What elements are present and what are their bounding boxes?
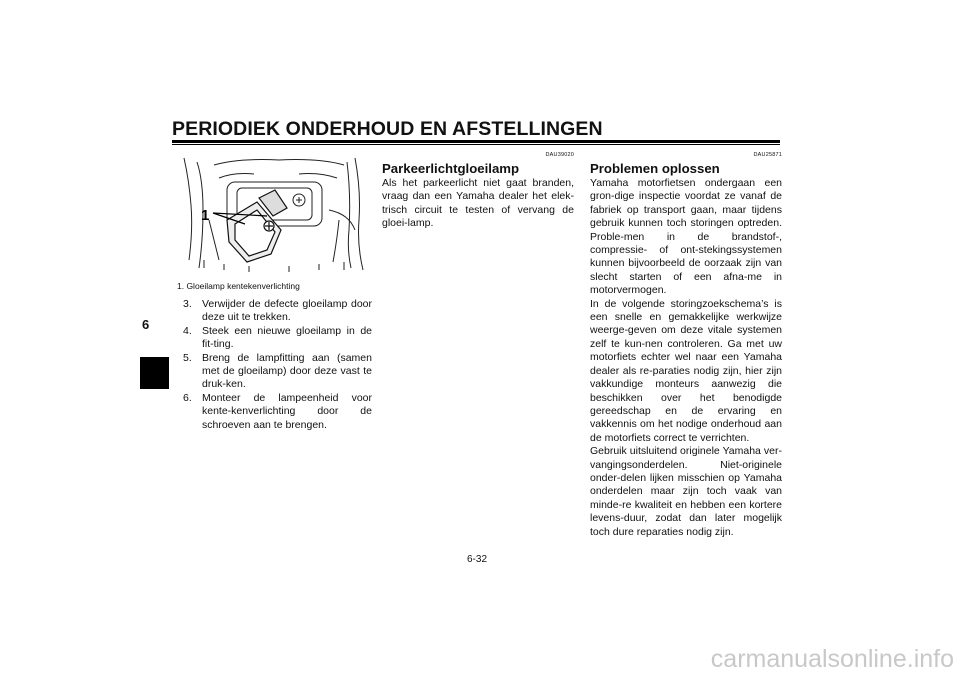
page-number: 6-32 [467,554,488,565]
chapter-tab [140,357,169,389]
section-paragraph: Gebruik uitsluitend originele Yamaha ver-vangingsonderdelen. Niet-originele onder-delen lijken misschien op Yamaha onderdelen maar zijn toch vaak van minde-re kwaliteit en hebben een kortere levens-duur, zodat dan later mogelijk toch dure reparaties nodig zijn. [590,445,782,538]
step-item [183,392,372,432]
section-paragraph: In de volgende storingzoekschema’s is een snelle en gemakkelijke werkwijze weerge-geven om deze vitale systemen zelf te kun-nen controleren. Ga met uw motorfiets echter wel naar een Yamaha dealer als re-paraties nodig zijn, hier zijn vakkundige monteurs aanwezig die beschikken over het benodigde gereedschap en de ervaring en vakkennis om het nodige onderhoud aan de motorfiets correct te verrichten. [590,297,782,444]
step-text: Steek een nieuwe gloeilamp in de fit-ting. [202,324,372,351]
step-text: Monteer de lampeenheid voor kente-kenverlichting door de schroeven aan te brengen. [202,391,372,431]
section-heading: Parkeerlichtgloeilamp [382,161,520,176]
troubleshooting-section [590,152,782,539]
step-number: 4. [183,324,192,337]
section-code: DAU39020 [545,152,574,158]
step-item [183,325,372,352]
step-item [183,298,372,325]
figure-callout: 1 [201,207,210,224]
step-number: 3. [183,298,192,310]
watermark: carmanualsonline.info [710,645,954,673]
page-title: PERIODIEK ONDERHOUD EN AFSTELLINGEN [172,118,603,140]
step-text: Verwijder de defecte gloeilamp door deze uit te trekken. [202,298,372,324]
section-paragraph: Yamaha motorfietsen ondergaan een gron-dige inspectie voordat ze vanaf de fabriek op transport gaan, maar tijdens gebruik kunnen toch storingen optreden. Proble-men in de brandstof-, compressie- of ont-stekingssystemen kunnen bijvoorbeeld de oorzaak zijn van slecht starten of een afna-me in motorvermogen. [590,177,782,297]
section-heading: Problemen oplossen [590,161,720,176]
title-rule [172,140,780,143]
step-text: Breng de lampfitting aan (samen met de gloeilamp) door deze vast te druk-ken. [202,351,372,391]
section-body: Als het parkeerlicht niet gaat branden, vraag dan een Yamaha dealer het elek-trisch circuit te testen of vervang de gloei-lamp. [382,177,574,230]
figure-caption: 1. Gloeilamp kentekenverlichting [177,281,300,291]
step-list [183,298,372,432]
section-code: DAU25871 [753,152,782,158]
license-light-bulb-illustration [179,150,375,277]
step-item [183,352,372,392]
title-rule-thin [172,144,780,145]
step-number: 6. [183,391,192,404]
step-number: 5. [183,351,192,364]
parking-light-section [382,152,574,231]
chapter-number: 6 [142,317,150,332]
